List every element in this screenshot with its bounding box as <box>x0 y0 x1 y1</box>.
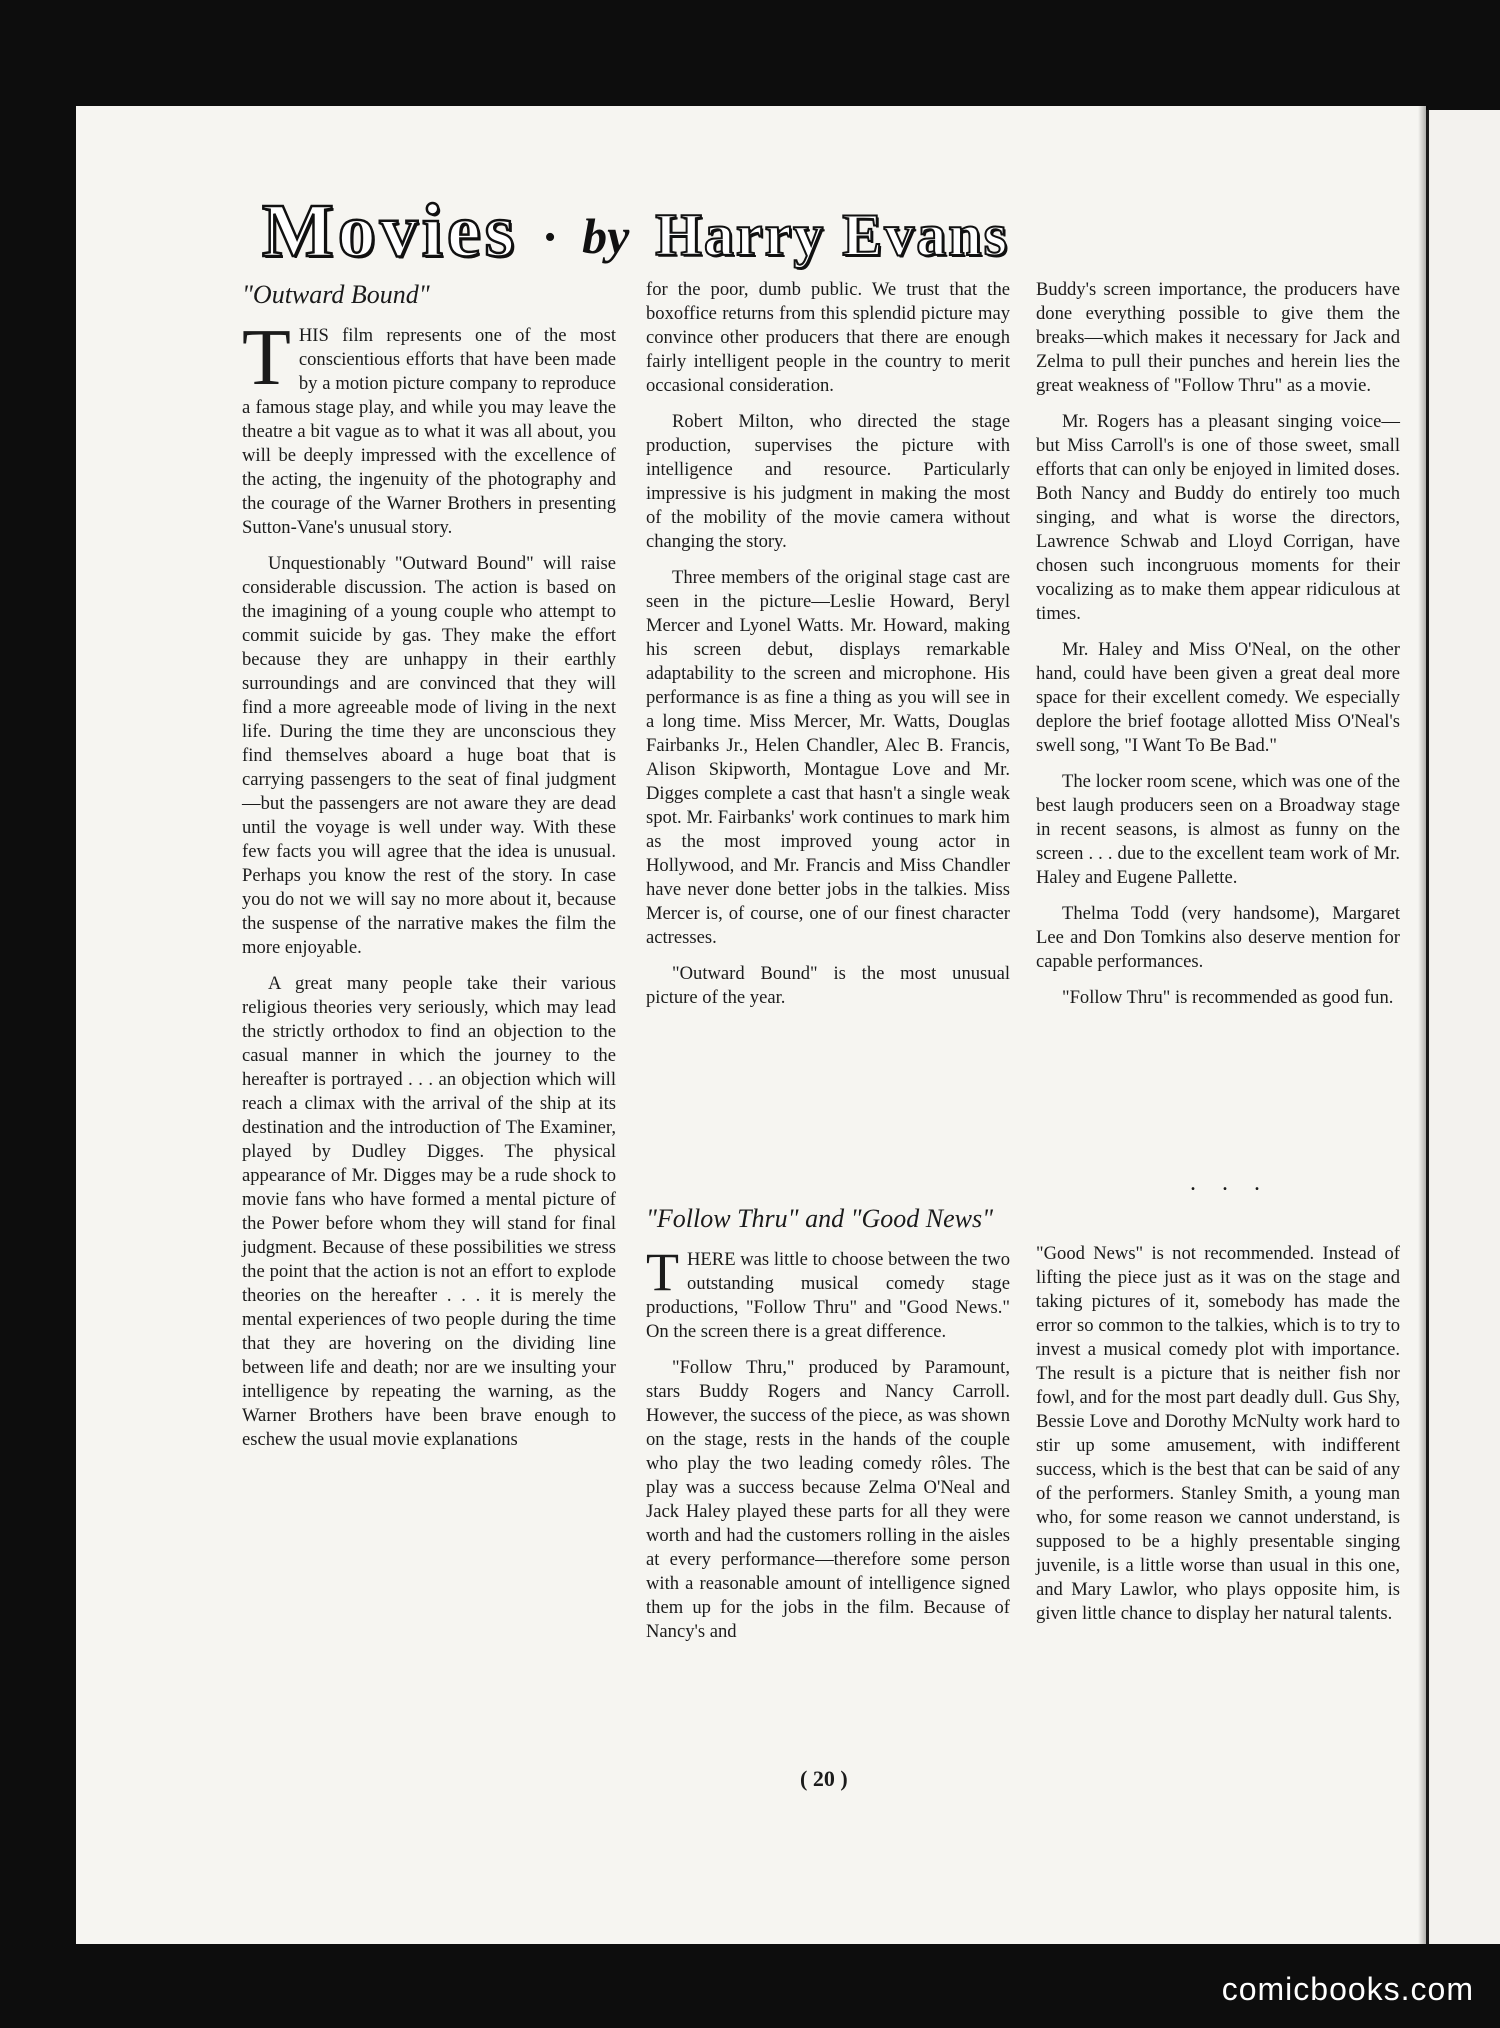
review-heading-outward-bound: "Outward Bound" <box>242 280 430 309</box>
drop-cap: T <box>242 314 291 402</box>
paragraph: Mr. Haley and Miss O'Neal, on the other hand, could have been given a great deal more space for their excellent comedy. We especially deplore the brief footage allotted Miss O'Neal's swell song, "I Want To Be Bad." <box>1036 639 1400 756</box>
paragraph-text: HIS film represents one of the most conscientious efforts that have been made by a motion picture company to reproduce a famous stage play, and while you may leave the theatre a bit vague as to what it was all about, you will be deeply impressed with the excellence of the acting, the ingenuity of the photography and the courage of the Warner Brothers in presenting Sutton-Vane's unusual story. <box>242 325 616 538</box>
column-2-lower <box>646 1202 1010 1656</box>
column-2 <box>646 278 1010 1022</box>
review-heading-follow-thru: "Follow Thru" and "Good News" <box>646 1204 994 1233</box>
page-header <box>262 189 1382 273</box>
title-separator: • <box>544 219 557 256</box>
page-number: ( 20 ) <box>800 1766 848 1791</box>
section-divider: . . . <box>1190 1170 1270 1196</box>
paragraph: Buddy's screen importance, the producers have done everything possible to give them the breaks—which makes it necessary for Jack and Zelma to pull their punches and herein lies the great weakness of "Follow Thru" as a movie. <box>1036 279 1400 396</box>
paragraph-text: HERE was little to choose between the two outstanding musical comedy stage productions, "Follow Thru" and "Good News." On the screen there is a great difference. <box>646 1249 1010 1342</box>
drop-cap: T <box>646 1242 679 1302</box>
site-watermark: comicbooks.com <box>1221 1971 1474 2007</box>
byline-by: by <box>582 208 630 264</box>
paragraph: The locker room scene, which was one of the best laugh producers seen on a Broadway stage in recent seasons, is almost as funny on the screen . . . due to the excellent team work of Mr. Haley and Eugene Pallette. <box>1036 771 1400 888</box>
paragraph: "Outward Bound" is the most unusual picture of the year. <box>646 963 1010 1008</box>
column-3 <box>1036 278 1400 1022</box>
paragraph <box>646 1242 1010 1344</box>
column-1 <box>242 278 616 1464</box>
paragraph: "Good News" is not recommended. Instead of lifting the piece just as it was on the stage and taking pictures of it, somebody has made the error so common to the talkies, which is to try to invest a musical comedy plot with importance. The result is a picture that is neither fish nor fowl, and for the most part deadly dull. Gus Shy, Bessie Love and Dorothy McNulty work hard to stir up some amusement, with indifferent success, which is the best that can be said of any of the performers. Stanley Smith, a young man who, for some reason we cannot understand, is supposed to be a highly presentable singing juvenile, is a little worse than usual in this one, and Mary Lawlor, who plays opposite him, is given little chance to display her natural talents. <box>1036 1243 1400 1624</box>
paragraph: Mr. Rogers has a pleasant singing voice—but Miss Carroll's is one of those sweet, small efforts that can only be enjoyed in limited doses. Both Nancy and Buddy do entirely too much singing, and what is worse the directors, Lawrence Schwab and Lloyd Corrigan, have chosen such incongruous moments for their vocalizing as to make them appear ridiculous at times. <box>1036 411 1400 624</box>
column-3-lower <box>1036 1242 1400 1638</box>
paragraph: A great many people take their various religious theories very seriously, which may lead the strictly orthodox to find an objection to the casual manner in which the journey to the hereafter is portrayed . . . an objection which will reach a climax with the arrival of the ship at its destination and the introduction of The Examiner, played by Dudley Digges. The physical appearance of Mr. Digges may be a rude shock to movie fans who have formed a mental picture of the Power before whom they will stand for final judgment. Because of these possibilities we stress the point that the action is not an effort to explode theories on the hereafter . . . it is merely the mental experiences of two people during the time that they are hovering on the dividing line between life and death; nor are we insulting your intelligence by repeating the warning, as the Warner Brothers have been brave enough to eschew the usual movie explanations <box>242 973 616 1450</box>
facing-page-edge <box>1426 110 1500 1944</box>
paragraph <box>242 314 616 540</box>
paragraph: Thelma Todd (very handsome), Margaret Lee and Don Tomkins also deserve mention for capable performances. <box>1036 903 1400 972</box>
section-title: Movies <box>262 189 519 273</box>
paragraph: Robert Milton, who directed the stage production, supervises the picture with intelligence and resource. Particularly impressive is his judgment in making the most of the mobility of the movie camera without changing the story. <box>646 411 1010 552</box>
paragraph: Unquestionably "Outward Bound" will raise considerable discussion. The action is based on the imagining of a young couple who attempt to commit suicide by gas. They make the effort because they are unhappy in their earthly surroundings and are convinced that they will find a more agreeable mode of living in the next life. During the time they are unconscious they find themselves aboard a huge boat that is carrying passengers to the seat of final judgment—but the passengers are not aware they are dead until the voyage is well under way. With these few facts you will agree that the idea is unusual. Perhaps you know the rest of the story. In case you do not we will say no more about it, because the suspense of the narrative makes the film the more enjoyable. <box>242 553 616 958</box>
paragraph: "Follow Thru" is recommended as good fun. <box>1062 987 1394 1008</box>
author-name: Harry Evans <box>655 202 1009 268</box>
paragraph: for the poor, dumb public. We trust that the boxoffice returns from this splendid picture may convince other producers that there are enough fairly intelligent people in the country to merit occasional consideration. <box>646 279 1010 396</box>
paragraph: "Follow Thru," produced by Paramount, stars Buddy Rogers and Nancy Carroll. However, the success of the piece, as was shown on the stage, rests in the hands of the couple who play the two leading comedy rôles. The play was a success because Zelma O'Neal and Jack Haley played these parts for all they were worth and had the customers rolling in the aisles at every performance—therefore some person with a reasonable amount of intelligence signed them up for the jobs in the film. Because of Nancy's and <box>646 1357 1010 1642</box>
paragraph: Three members of the original stage cast are seen in the picture—Leslie Howard, Beryl Mercer and Lyonel Watts. Mr. Howard, making his screen debut, displays remarkable adaptability to the screen and microphone. His performance is as fine a thing as you will see in a long time. Miss Mercer, Mr. Watts, Douglas Fairbanks Jr., Helen Chandler, Alec B. Francis, Alison Skipworth, Montague Love and Mr. Digges complete a cast that hasn't a single weak spot. Mr. Fairbanks' work continues to mark him as the most improved young actor in Hollywood, and Mr. Francis and Miss Chandler have never done better jobs in the talkies. Miss Mercer is, of course, one of our finest character actresses. <box>646 567 1010 948</box>
